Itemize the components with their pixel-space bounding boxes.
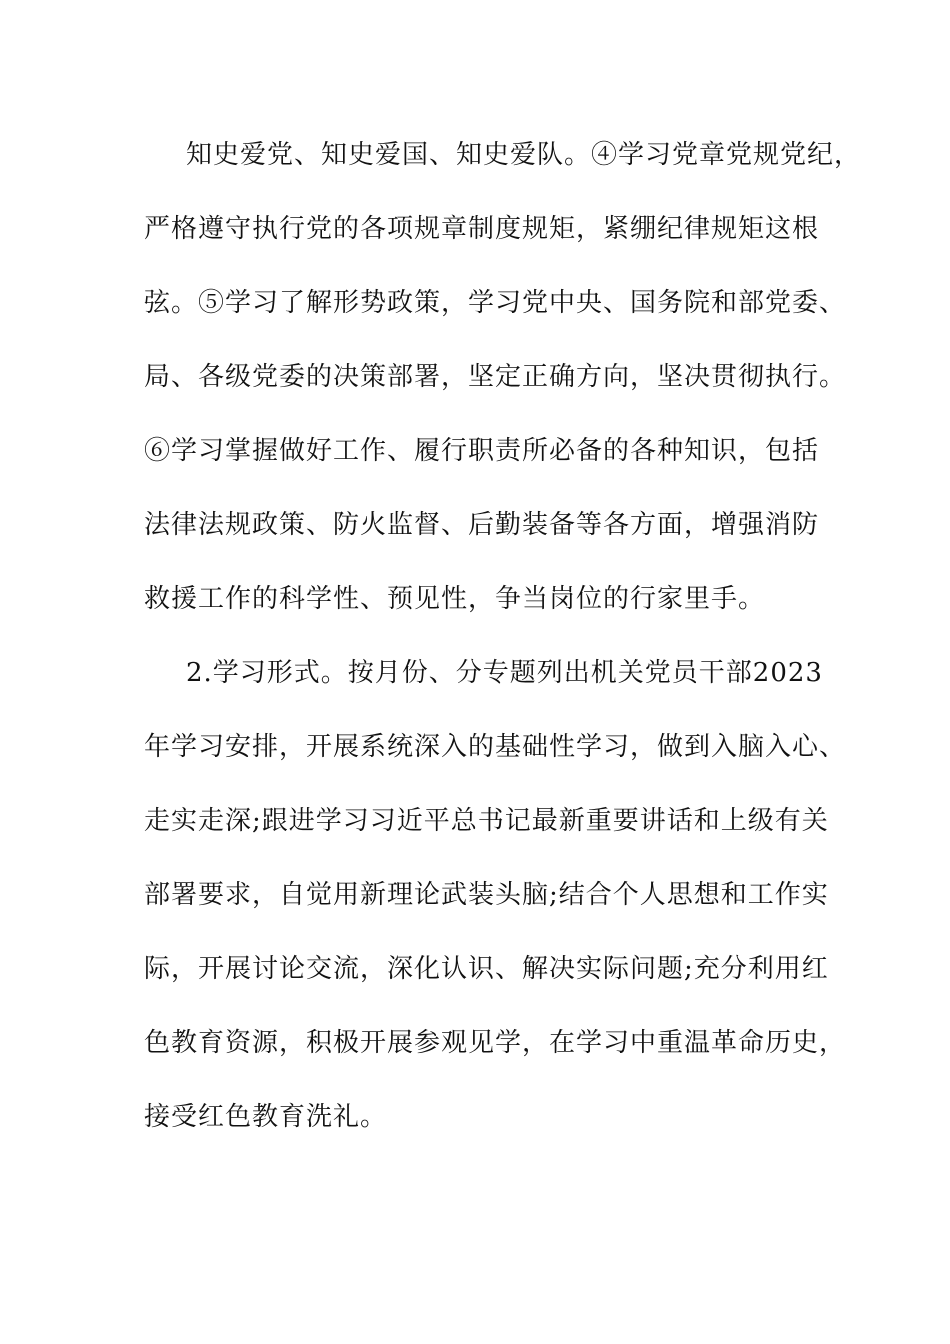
paragraph-line: 救援工作的科学性、预见性，争当岗位的行家里手。 — [144, 584, 766, 614]
paragraph-line: 严格遵守执行党的各项规章制度规矩，紧绷纪律规矩这根 — [144, 214, 820, 244]
paragraph-line: 走实走深;跟进学习习近平总书记最新重要讲话和上级有关 — [144, 806, 829, 836]
paragraph-line: 部署要求，自觉用新理论武装头脑;结合个人思想和工作实 — [144, 880, 829, 910]
paragraph-line: 色教育资源，积极开展参观见学，在学习中重温革命历史， — [144, 1028, 847, 1058]
paragraph-line: ⑥学习掌握做好工作、履行职责所必备的各种知识，包括 — [144, 436, 820, 466]
paragraph-line: 接受红色教育洗礼。 — [144, 1102, 388, 1132]
paragraph-line: 年学习安排，开展系统深入的基础性学习，做到入脑入心、 — [144, 732, 847, 762]
paragraph-line: 2.学习形式。按月份、分专题列出机关党员干部2023 — [186, 658, 823, 688]
paragraph-line: 法律法规政策、防火监督、后勤装备等各方面，增强消防 — [144, 510, 820, 540]
paragraph-line: 局、各级党委的决策部署，坚定正确方向，坚决贯彻执行。 — [144, 362, 847, 392]
paragraph-line: 际，开展讨论交流，深化认识、解决实际问题;充分利用红 — [144, 954, 829, 984]
paragraph-line: 弦。⑤学习了解形势政策，学习党中央、国务院和部党委、 — [144, 288, 847, 318]
paragraph-line: 知史爱党、知史爱国、知史爱队。④学习党章党规党纪， — [186, 140, 862, 170]
